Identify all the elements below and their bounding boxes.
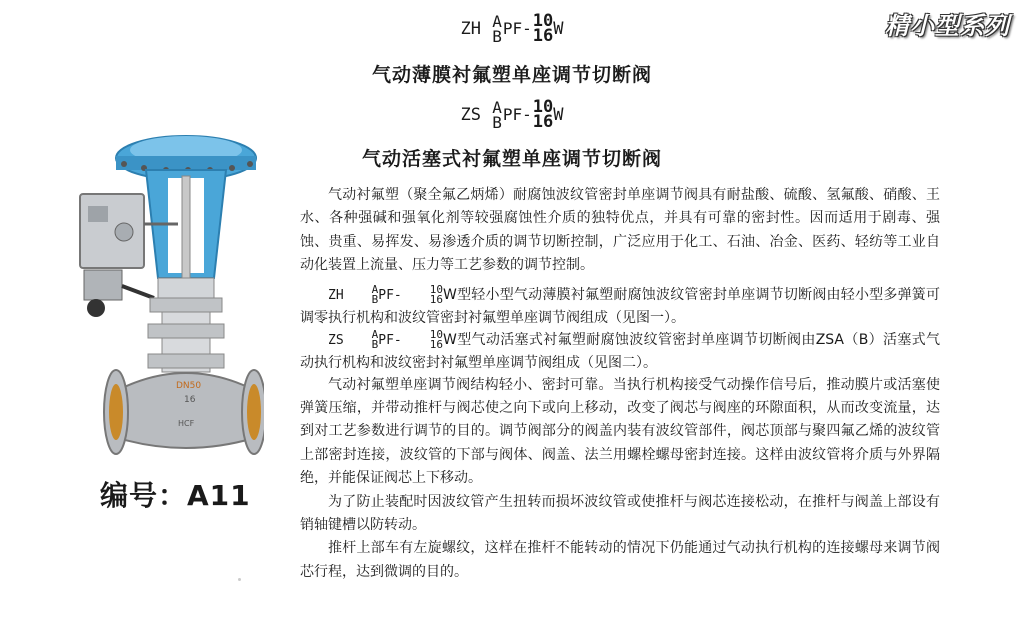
paragraph-structure: 气动衬氟塑单座调节阀结构轻小、密封可靠。当执行机构接受气动操作信号后，推动膜片或活塞使弹簧压缩，并带动推杆与阀芯使之向下或向上移动，改变了阀芯与阀座的环隙面积，从而改变流量，达到对工艺参数进行调节的目的。调节阀部分的阀盖内装有波纹管部件，阀芯顶部与聚四氟乙烯的波纹管上部密封连接，波纹管的下部与阀体、阀盖、法兰用螺栓螺母密封连接。这样由波纹管将介质与外界隔绝，并能保证阀芯上下移动。: [300, 376, 940, 487]
decor-dot: [238, 578, 241, 581]
model-pf: PF-: [502, 19, 532, 38]
inline-model-code: ZH A B PF- 10 16: [328, 283, 444, 307]
model-suffix: W: [553, 19, 564, 39]
model-code-zh: [0, 11, 1024, 46]
product-code: 编号：A11: [100, 479, 251, 512]
model-prefix: ZS: [460, 105, 481, 125]
title-diaphragm-valve: 气动薄膜衬氟塑单座调节切断阀: [371, 64, 652, 86]
valve-brand-mark: HCF: [178, 419, 195, 428]
paragraph-zh-model: ZH A B PF- 10 16 W型轻小型气动薄膜衬氟塑耐腐蚀波纹管密封单座调节切断阀由轻小型多弹簧可调零执行机构和波纹管密封衬氟塑单座调节阀组成（见图一）。: [300, 283, 940, 326]
model-pf: PF-: [502, 105, 532, 124]
model-prefix: ZH: [460, 19, 481, 39]
model-code-zs: [0, 97, 1024, 132]
model-pressure-fraction: 10 16: [532, 11, 554, 46]
paragraph-anti-rotation: 为了防止装配时因波纹管产生扭转而损坏波纹管或使推杆与阀芯连接松动，在推杆与阀盖上部设有销轴键槽以防转动。: [300, 493, 940, 534]
valve-dn-mark: DN50: [176, 381, 202, 391]
model-suffix: W: [553, 105, 564, 125]
model-ab-stack: A B: [492, 98, 502, 132]
series-tag: 精小型系列: [885, 12, 1010, 40]
paragraph-fine-tuning: 推杆上部车有左旋螺纹，这样在推杆不能转动的情况下仍能通过气动执行机构的连接螺母来调节阀芯行程，达到微调的目的。: [300, 540, 940, 580]
inline-model-code: ZS A B PF- 10 16: [328, 328, 444, 352]
title-piston-valve: 气动活塞式衬氟塑单座调节切断阀: [361, 148, 662, 170]
valve-illustration: [74, 128, 264, 458]
model-ab-stack: A B: [492, 12, 502, 46]
description-body: [300, 184, 940, 584]
model-pressure-fraction: 10 16: [532, 97, 554, 132]
paragraph-zs-model: ZS A B PF- 10 16 W型气动活塞式衬氟塑耐腐蚀波纹管密封单座调节切断阀由ZSA（B）活塞式气动执行机构和波纹密封衬氟塑单座调节阀组成（见图二）。: [300, 328, 940, 371]
paragraph-intro: 气动衬氟塑（聚全氟乙炳烯）耐腐蚀波纹管密封单座调节阀具有耐盐酸、硫酸、氢氟酸、硝酸、王水、各种强碱和强氧化剂等较强腐蚀性介质的独特优点，并具有可靠的密封性。因而适用于剧毒、强蚀、贵重、易挥发、易渗透介质的调节切断控制，广泛应用于化工、石油、冶金、医药、轻纺等工业自动化装置上流量、压力等工艺参数的调节控制。: [300, 187, 940, 274]
valve-pn-mark: 16: [184, 395, 196, 405]
